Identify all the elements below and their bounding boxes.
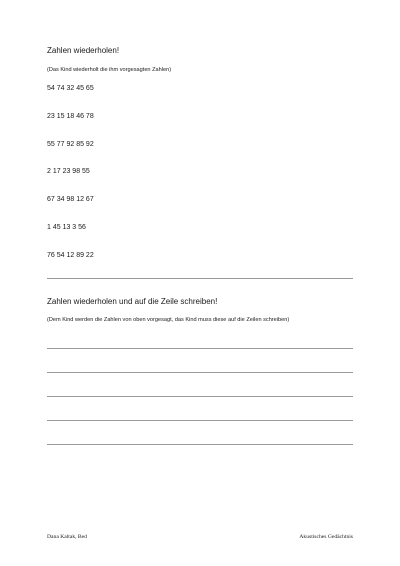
section1-title: Zahlen wiederholen! bbox=[47, 46, 120, 55]
writing-line-5 bbox=[47, 444, 353, 445]
writing-line-4 bbox=[47, 420, 353, 421]
number-row-4: 2 17 23 98 55 bbox=[47, 168, 90, 175]
writing-line-1 bbox=[47, 348, 353, 349]
footer-author: Dana Kaltak, Bed bbox=[47, 534, 87, 540]
number-row-7: 76 54 12 89 22 bbox=[47, 252, 94, 259]
section2-title: Zahlen wiederholen und auf die Zeile schreiben! bbox=[47, 297, 218, 306]
number-row-1: 54 74 32 45 65 bbox=[47, 85, 94, 92]
section-divider bbox=[47, 278, 353, 279]
section1-note: (Das Kind wiederholt die ihm vorgesagten Zahlen) bbox=[47, 67, 172, 73]
writing-line-2 bbox=[47, 372, 353, 373]
writing-line-3 bbox=[47, 396, 353, 397]
footer-topic: Akustisches Gedächtnis bbox=[299, 534, 353, 540]
number-row-2: 23 15 18 46 78 bbox=[47, 113, 94, 120]
section2-note: (Dem Kind werden die Zahlen von oben vorgesagt, das Kind muss diese auf die Zeilen schreiben) bbox=[47, 317, 290, 323]
number-row-5: 67 34 98 12 67 bbox=[47, 196, 94, 203]
number-row-3: 55 77 92 85 92 bbox=[47, 141, 94, 148]
number-row-6: 1 45 13 3 56 bbox=[47, 224, 86, 231]
